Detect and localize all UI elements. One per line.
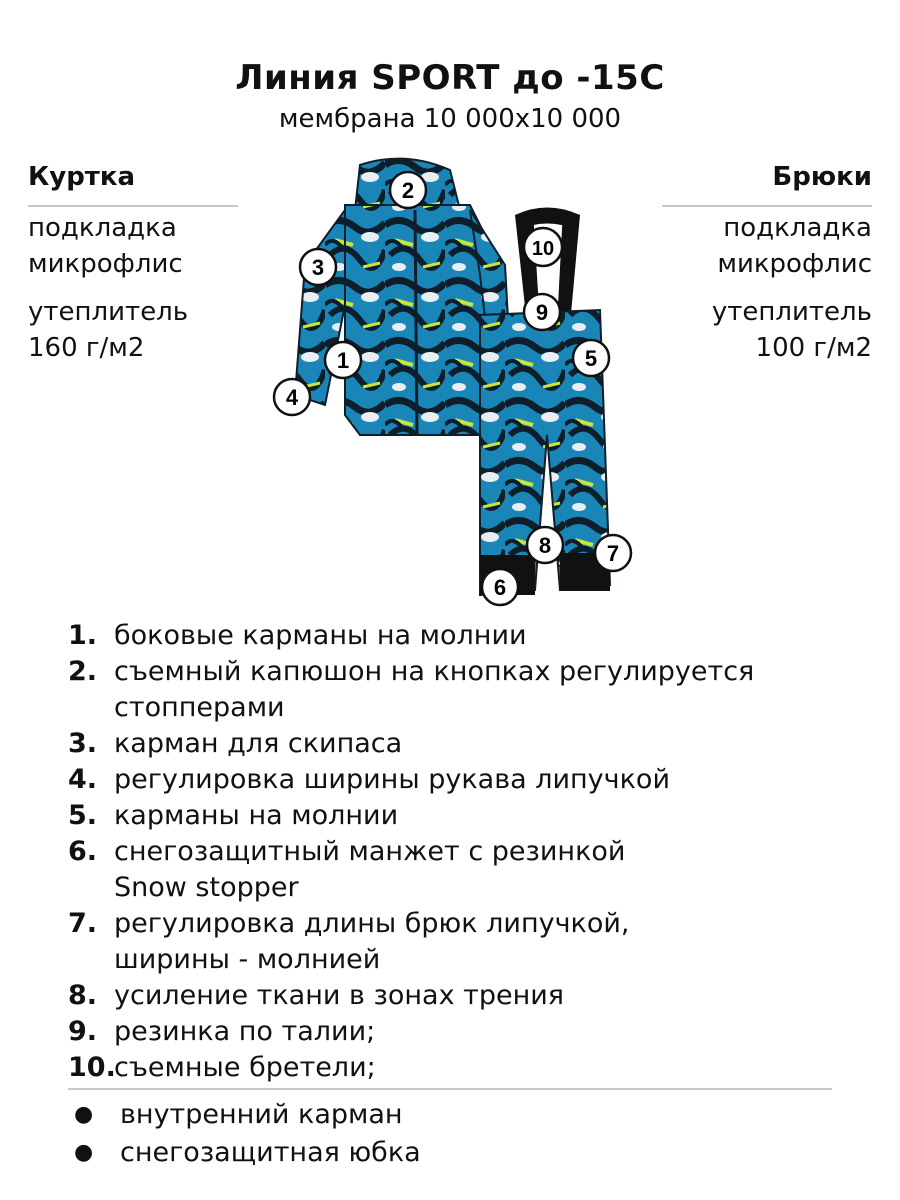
- feature-item-8: [68, 978, 868, 1014]
- feature-number: 10.: [68, 1052, 116, 1083]
- feature-item-9: [68, 1014, 868, 1050]
- jacket-insulation-line1: утеплитель: [28, 297, 189, 327]
- page-subtitle: мембрана 10 000х10 000: [278, 104, 622, 134]
- marker-6: [482, 569, 518, 605]
- feature-item-7: [68, 906, 868, 978]
- pants-lining-line2: микрофлис: [717, 249, 872, 279]
- pants-heading: Брюки: [772, 162, 872, 192]
- jacket-lining-line2: микрофлис: [28, 249, 183, 279]
- feature-number: 9.: [68, 1016, 98, 1047]
- pants-lining: [717, 210, 872, 282]
- pants-lining-line1: подкладка: [723, 213, 872, 243]
- feature-text: боковые карманы на молнии: [114, 620, 527, 651]
- feature-text: карман для скипаса: [114, 728, 403, 759]
- marker-5: [573, 340, 609, 376]
- feature-item-1: [68, 618, 868, 654]
- feature-number: 8.: [68, 980, 98, 1011]
- marker-5-label: 5: [584, 346, 598, 371]
- marker-10-label: 10: [531, 238, 555, 260]
- feature-number: 2.: [68, 656, 98, 687]
- feature-item-3: [68, 726, 868, 762]
- feature-number: 4.: [68, 764, 98, 795]
- marker-1-label: 1: [336, 348, 350, 373]
- marker-4-label: 4: [285, 385, 299, 410]
- jacket-heading: Куртка: [28, 162, 136, 192]
- marker-2: [390, 172, 426, 208]
- marker-8-label: 8: [538, 533, 552, 558]
- page-title: Линия SPORT до -15С: [235, 58, 665, 98]
- feature-text-continued: стопперами: [114, 692, 285, 723]
- marker-10: [524, 228, 562, 266]
- feature-text: усиление ткани в зонах трения: [114, 980, 565, 1011]
- bullet-dot: ●: [74, 1140, 94, 1165]
- feature-item-5: [68, 798, 868, 834]
- marker-9: [524, 294, 560, 330]
- marker-3-label: 3: [311, 255, 325, 280]
- extras-text: внутренний карман: [120, 1099, 403, 1130]
- marker-6-label: 6: [493, 575, 507, 600]
- feature-text: регулировка длины брюк липучкой,: [114, 908, 630, 939]
- extras-list: [68, 1096, 868, 1172]
- extras-text: снегозащитная юбка: [120, 1137, 421, 1168]
- pants-insulation-line1: утеплитель: [711, 297, 872, 327]
- marker-3: [300, 249, 336, 285]
- jacket-lining-line1: подкладка: [28, 213, 177, 243]
- marker-4: [274, 379, 310, 415]
- feature-number: 7.: [68, 908, 98, 939]
- bullet-dot: ●: [74, 1102, 94, 1127]
- marker-9-label: 9: [535, 300, 549, 325]
- pants-insulation: [712, 294, 872, 366]
- pants-insulation-line2: 100 г/м2: [755, 333, 872, 363]
- pants-divider: [662, 205, 872, 207]
- feature-text: снегозащитный манжет с резинкой: [114, 836, 626, 867]
- jacket-insulation-line2: 160 г/м2: [28, 333, 145, 363]
- product-image: [265, 155, 645, 615]
- feature-item-4: [68, 762, 868, 798]
- feature-text: регулировка ширины рукава липучкой: [114, 764, 670, 795]
- feature-text-continued: ширины - молнией: [114, 944, 381, 975]
- marker-7: [595, 535, 631, 571]
- marker-8: [527, 527, 563, 563]
- marker-1: [325, 342, 361, 378]
- feature-item-6: [68, 834, 868, 906]
- feature-list: [68, 618, 868, 1086]
- feature-number: 3.: [68, 728, 98, 759]
- feature-number: 6.: [68, 836, 98, 867]
- extras-item: [68, 1134, 868, 1172]
- feature-number: 1.: [68, 620, 98, 651]
- feature-text-continued: Snow stopper: [114, 872, 299, 903]
- feature-item-2: [68, 654, 868, 726]
- jacket-insulation: [28, 294, 188, 366]
- feature-text: съемные бретели;: [114, 1052, 376, 1083]
- list-divider: [68, 1088, 832, 1090]
- marker-2-label: 2: [401, 178, 415, 203]
- feature-item-10: [68, 1050, 868, 1086]
- jacket-divider: [28, 205, 238, 207]
- feature-number: 5.: [68, 800, 98, 831]
- jacket-lining: [28, 210, 183, 282]
- extras-item: [68, 1096, 868, 1134]
- marker-7-label: 7: [606, 541, 620, 566]
- feature-text: карманы на молнии: [114, 800, 399, 831]
- feature-text: резинка по талии;: [114, 1016, 376, 1047]
- feature-text: съемный капюшон на кнопках регулируется: [114, 656, 755, 687]
